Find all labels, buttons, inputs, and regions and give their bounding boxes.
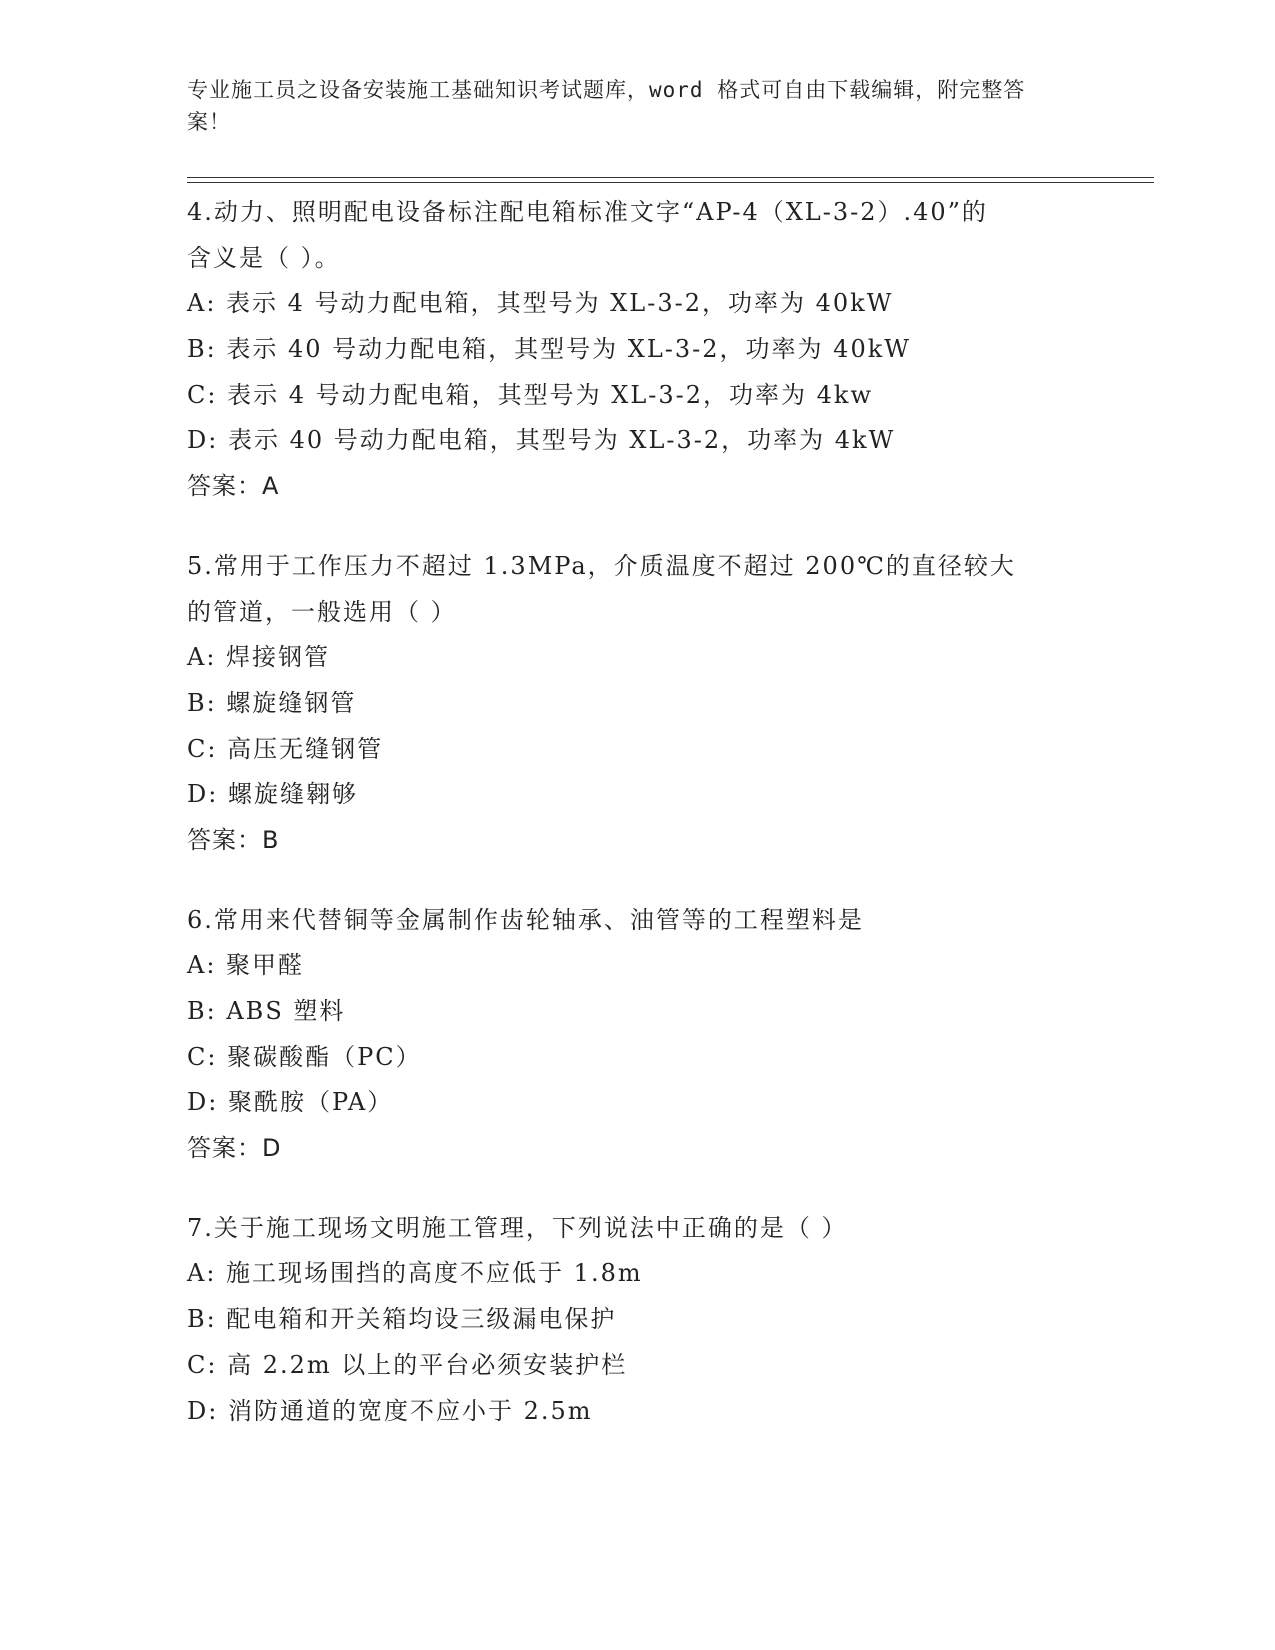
- question-stem: 的管道，一般选用（ ）: [187, 597, 457, 626]
- option-d: D: 螺旋缝翱够: [187, 780, 358, 809]
- answer: 答案：A: [187, 472, 280, 501]
- question-list: [187, 190, 1087, 1468]
- question-stem: 含义是（ ）。: [187, 243, 341, 272]
- question-5: [187, 544, 1087, 864]
- question-6: [187, 898, 1087, 1172]
- question-7: [187, 1206, 1087, 1434]
- option-b: B: 螺旋缝钢管: [187, 688, 357, 717]
- answer: 答案：B: [187, 825, 280, 854]
- question-stem: 4.动力、照明配电设备标注配电箱标准文字“AP-4（XL-3-2）.40”的: [187, 198, 988, 226]
- answer: 答案：D: [187, 1134, 282, 1163]
- option-a: A: 表示 4 号动力配电箱，其型号为 XL-3-2，功率为 40kW: [187, 289, 894, 318]
- option-d: D: 聚酰胺（PA）: [187, 1088, 394, 1117]
- question-stem: 7.关于施工现场文明施工管理，下列说法中正确的是（ ）: [187, 1213, 848, 1242]
- question-stem: 6.常用来代替铜等金属制作齿轮轴承、油管等的工程塑料是: [187, 905, 864, 934]
- question-stem: 5.常用于工作压力不超过 1.3MPa，介质温度不超过 200℃的直径较大: [187, 551, 1016, 580]
- option-c: C: 高压无缝钢管: [187, 734, 384, 763]
- option-b: B: 表示 40 号动力配电箱，其型号为 XL-3-2，功率为 40kW: [187, 335, 911, 364]
- option-b: B: 配电箱和开关箱均设三级漏电保护: [187, 1305, 617, 1334]
- option-a: A: 聚甲醛: [187, 951, 305, 980]
- document-header: 专业施工员之设备安装施工基础知识考试题库，word 格式可自由下载编辑，附完整答案！: [187, 78, 1026, 134]
- header-divider-bottom: [187, 182, 1154, 183]
- option-a: A: 施工现场围挡的高度不应低于 1.8m: [187, 1259, 643, 1288]
- question-4: [187, 190, 1087, 510]
- option-a: A: 焊接钢管: [187, 643, 331, 672]
- option-c: C: 聚碳酸酯（PC）: [187, 1042, 422, 1071]
- header-divider-top: [187, 177, 1154, 178]
- option-c: C: 表示 4 号动力配电箱，其型号为 XL-3-2，功率为 4kw: [187, 380, 873, 409]
- option-d: D: 消防通道的宽度不应小于 2.5m: [187, 1396, 593, 1425]
- option-d: D: 表示 40 号动力配电箱，其型号为 XL-3-2，功率为 4kW: [187, 426, 896, 455]
- option-b: B: ABS 塑料: [187, 997, 346, 1025]
- option-c: C: 高 2.2m 以上的平台必须安装护栏: [187, 1350, 628, 1379]
